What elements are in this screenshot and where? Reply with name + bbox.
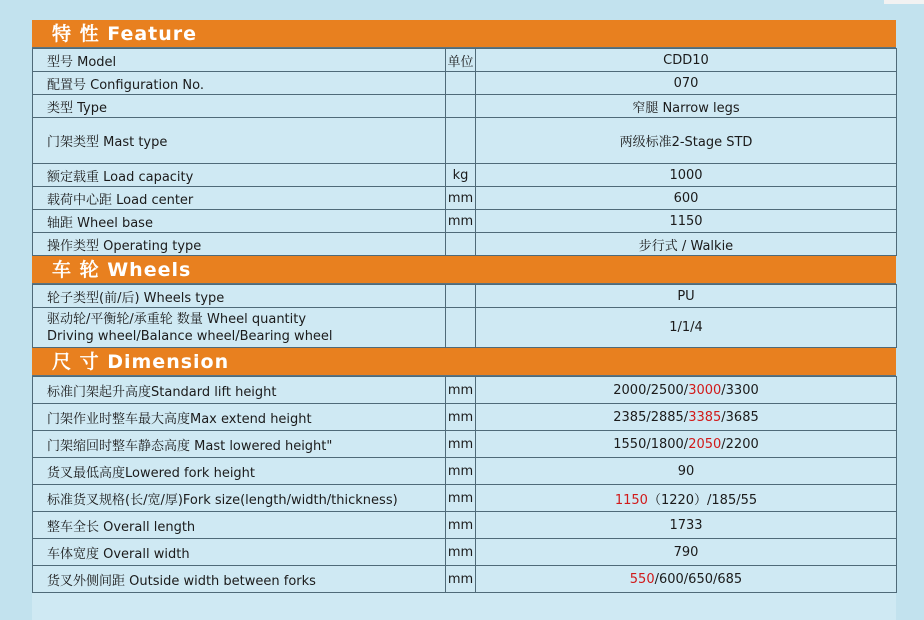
- row-label: 货叉最低高度Lowered fork height: [33, 458, 446, 485]
- row-unit: [446, 118, 476, 164]
- row-label: 额定载重 Load capacity: [33, 164, 446, 187]
- row-unit: [446, 233, 476, 256]
- table-row: [33, 95, 897, 118]
- table-row: [33, 285, 897, 308]
- row-unit: mm: [446, 404, 476, 431]
- wheels-table: [32, 284, 897, 348]
- row-unit: mm: [446, 512, 476, 539]
- row-value: [476, 377, 897, 404]
- row-label: 标准货叉规格(长/宽/厚)Fork size(length/width/thickness): [33, 485, 446, 512]
- value-part: 2385/2885/: [613, 409, 689, 425]
- table-row: [33, 458, 897, 485]
- row-unit: [446, 72, 476, 95]
- table-row: [33, 512, 897, 539]
- row-value: [476, 458, 897, 485]
- table-row: [33, 118, 897, 164]
- row-label-multiline: [33, 308, 446, 348]
- row-value: [476, 431, 897, 458]
- row-unit: mm: [446, 566, 476, 593]
- value-part: 790: [673, 544, 699, 560]
- row-value: 1150: [476, 210, 897, 233]
- row-label: 门架缩回时整车静态高度 Mast lowered height": [33, 431, 446, 458]
- table-row: [33, 72, 897, 95]
- row-unit: mm: [446, 187, 476, 210]
- value-part: /3685: [721, 409, 759, 425]
- section-header-feature: 特 性 Feature: [32, 20, 896, 48]
- row-label: 操作类型 Operating type: [33, 233, 446, 256]
- value-part: /3300: [721, 382, 759, 398]
- table-row: [33, 308, 897, 348]
- row-value: PU: [476, 285, 897, 308]
- row-value: [476, 485, 897, 512]
- table-row: [33, 49, 897, 72]
- row-value: [476, 566, 897, 593]
- row-label: 标准门架起升高度Standard lift height: [33, 377, 446, 404]
- value-part: 1550/1800/: [613, 436, 689, 452]
- value-part: 1733: [669, 517, 703, 533]
- value-part: 2000/2500/: [613, 382, 689, 398]
- table-row: [33, 187, 897, 210]
- value-part: （1220）/185/55: [647, 492, 758, 508]
- table-row: [33, 233, 897, 256]
- value-highlight: 1150: [614, 492, 648, 508]
- row-label: 门架作业时整车最大高度Max extend height: [33, 404, 446, 431]
- row-label: 货叉外侧间距 Outside width between forks: [33, 566, 446, 593]
- value-part: /600/650/685: [654, 571, 743, 587]
- value-highlight: 3000: [688, 382, 722, 398]
- row-label-line2: Driving wheel/Balance wheel/Bearing wheel: [47, 328, 333, 344]
- row-unit: [446, 95, 476, 118]
- row-value: [476, 404, 897, 431]
- table-row: [33, 566, 897, 593]
- row-value: [476, 512, 897, 539]
- row-unit: mm: [446, 377, 476, 404]
- feature-table: [32, 48, 897, 256]
- table-row: [33, 539, 897, 566]
- table-row: [33, 210, 897, 233]
- row-value: [476, 539, 897, 566]
- row-unit: kg: [446, 164, 476, 187]
- row-unit: mm: [446, 458, 476, 485]
- row-label: 轮子类型(前/后) Wheels type: [33, 285, 446, 308]
- row-value: CDD10: [476, 49, 897, 72]
- row-unit: mm: [446, 431, 476, 458]
- table-row: [33, 485, 897, 512]
- row-value: 070: [476, 72, 897, 95]
- row-value: 1000: [476, 164, 897, 187]
- row-label: 型号 Model: [33, 49, 446, 72]
- row-value: 窄腿 Narrow legs: [476, 95, 897, 118]
- row-label: 门架类型 Mast type: [33, 118, 446, 164]
- row-value: 步行式 / Walkie: [476, 233, 897, 256]
- value-highlight: 2050: [688, 436, 722, 452]
- dimension-table: [32, 376, 897, 593]
- row-label: 车体宽度 Overall width: [33, 539, 446, 566]
- row-label: 整车全长 Overall length: [33, 512, 446, 539]
- value-part: 90: [677, 463, 695, 479]
- row-label: 类型 Type: [33, 95, 446, 118]
- table-row: [33, 431, 897, 458]
- row-value: 600: [476, 187, 897, 210]
- table-row: [33, 164, 897, 187]
- row-label: 轴距 Wheel base: [33, 210, 446, 233]
- table-row: [33, 377, 897, 404]
- row-unit: 单位: [446, 49, 476, 72]
- row-label: 配置号 Configuration No.: [33, 72, 446, 95]
- row-value: 1/1/4: [476, 308, 897, 348]
- row-value: 两级标准2-Stage STD: [476, 118, 897, 164]
- spec-sheet: [32, 20, 896, 620]
- row-unit: mm: [446, 210, 476, 233]
- section-header-dimension: 尺 寸 Dimension: [32, 348, 896, 376]
- top-stripe: [884, 0, 924, 4]
- row-label-line1: 驱动轮/平衡轮/承重轮 数量 Wheel quantity: [47, 311, 307, 327]
- row-unit: [446, 285, 476, 308]
- value-part: /2200: [721, 436, 759, 452]
- section-header-wheels: 车 轮 Wheels: [32, 256, 896, 284]
- row-unit: [446, 308, 476, 348]
- row-unit: mm: [446, 539, 476, 566]
- value-highlight: 3385: [688, 409, 722, 425]
- value-highlight: 550: [629, 571, 655, 587]
- row-unit: mm: [446, 485, 476, 512]
- row-label: 载荷中心距 Load center: [33, 187, 446, 210]
- table-row: [33, 404, 897, 431]
